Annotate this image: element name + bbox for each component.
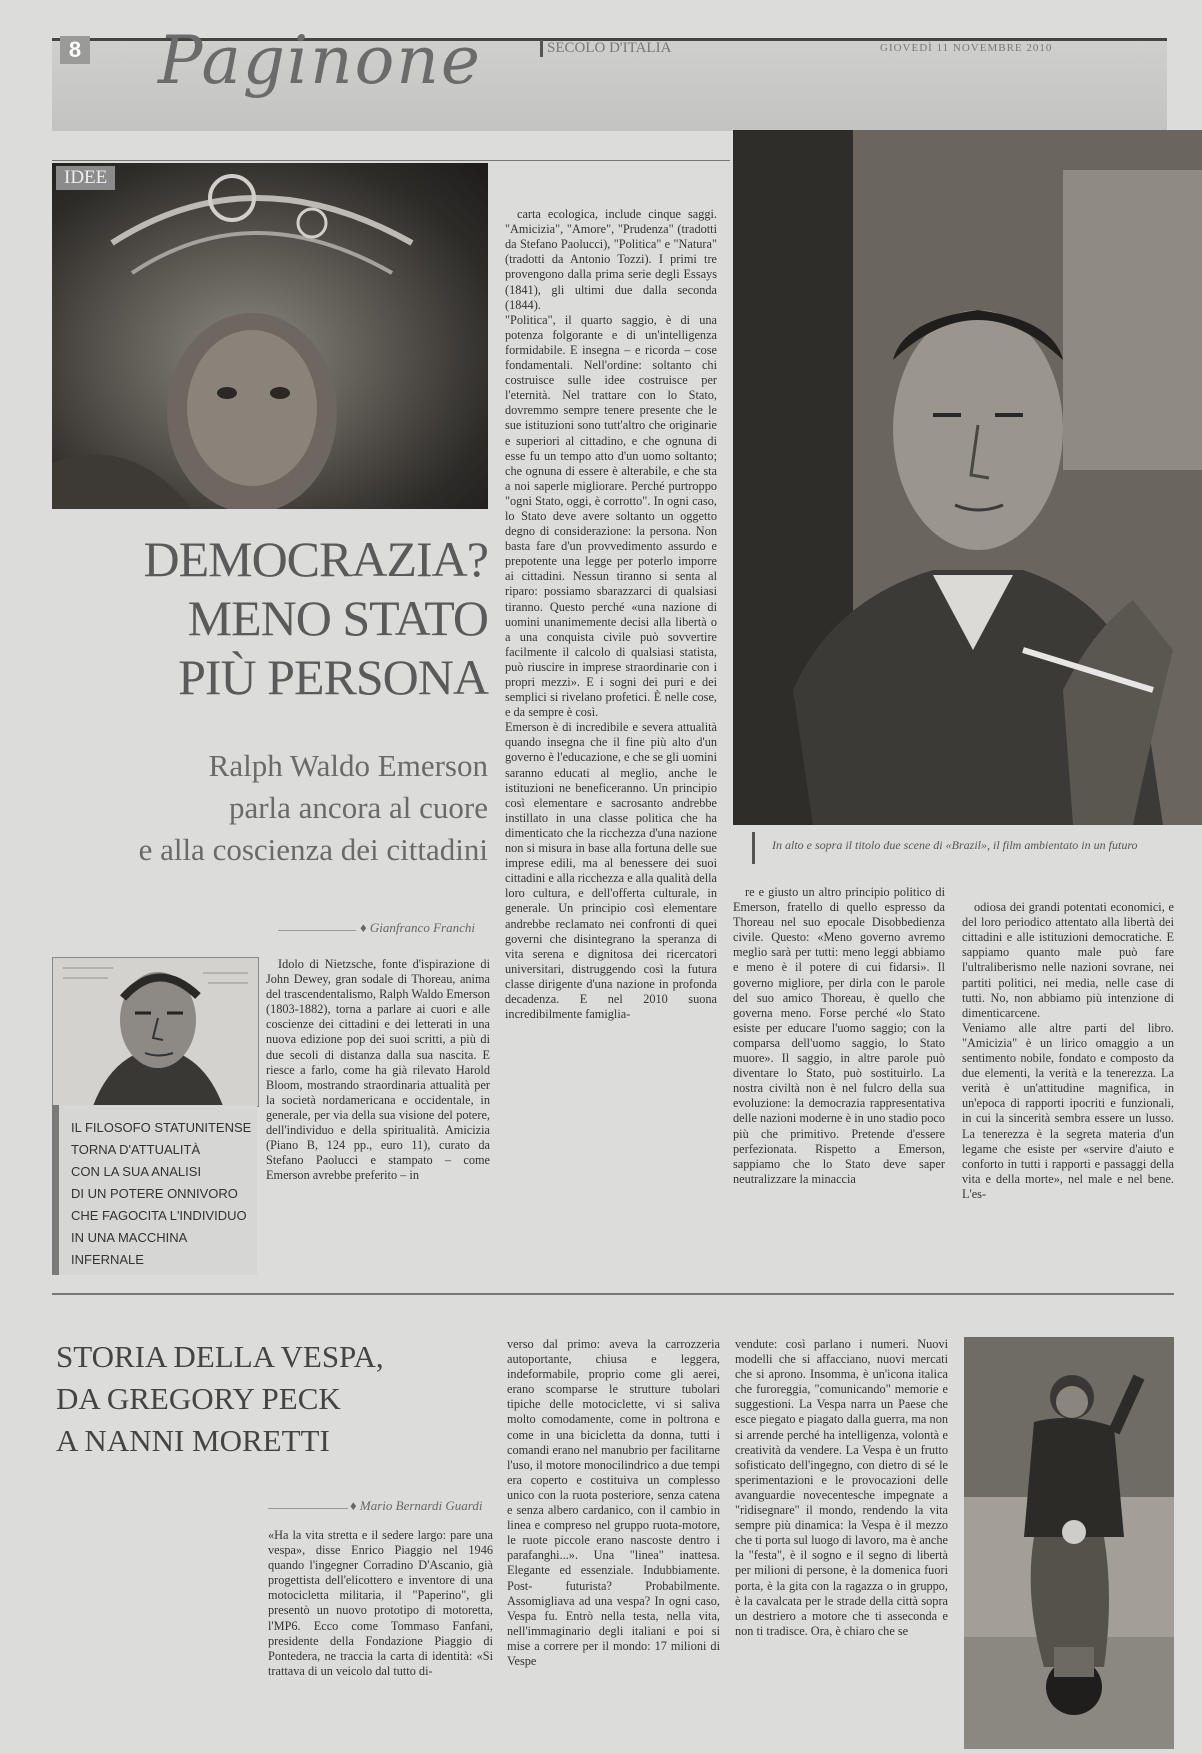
author: ♦ Gianfranco Franchi <box>360 920 475 935</box>
vespa-photo <box>964 1337 1174 1749</box>
pullquote <box>52 1105 257 1275</box>
article2-author-rule <box>268 1508 348 1509</box>
article2-column-2 <box>507 1337 720 1750</box>
article2-headline <box>56 1336 456 1462</box>
subtitle <box>52 745 488 871</box>
article1-col4-text: odiosa dei grandi potentati economici, e del loro periodico attentato alla libertà dei cittadini e alle istituzioni democratiche. E sappiamo quanto male può fare l'ultraliberismo nelle nazioni sovrane, nei partiti politici, nei media, nelle case di tutti. No, non abbiamo più intenzione di dimenticarcene. Veniamo alle altre parti del libro. "Amicizia" è un lirico omaggio a un sentimento nobile, fondato e composto da due elementi, la verità e la tenerezza. La verità è un'attitudine magnifica, in un'epoca di rapporti ipocriti e funzionali, in cui la sincerità sembra essere un lusso. La tenerezza è la segreta materia d'un legame che esiste per «servire d'aiuto e conforto in tutti i rapporti e passaggi della vita e della morte», nel male e nel bene. L'es- <box>962 900 1174 1201</box>
pullquote-line-2: TORNA D'ATTUALITÀ <box>71 1142 201 1157</box>
author-name: Gianfranco Franchi <box>369 920 475 935</box>
film-still-headgear <box>52 163 488 509</box>
vespa-rider-illustration <box>964 1337 1174 1749</box>
emerson-portrait <box>52 957 259 1107</box>
article2-col3-text: vendute: così parlano i numeri. Nuovi modelli che si affacciano, nuovi mercati che si aprono. Insomma, è un'icona italica che furoreggia, "comunicando" memorie e suggestioni. La Vespa narra un Paese che esce piegato e piagato dalla guerra, ma non si arrende perché ha intelligenza, volontà e creatività da vendere. La Vespa è un frutto sofisticato dell'ingegno, con dietro di sé le sperimentazioni e le provocazioni delle avanguardie novecentesche impegnate a "ridisegnare" il mondo, rendendo la vita sempre più dinamica: la Vespa è il mezzo che ti porta sul luogo di lavoro, ma è anche la "festa", è il sogno e il segno di libertà per milioni di persone, è la domenica fuori porta, è la gita con la ragazza o in gruppo, è la cavalcata per le strade della città sopra un destriero a motore che ti asseconda e non ti tradisce. Ora, è chiaro che se <box>735 1337 948 1638</box>
author-rule <box>278 930 356 931</box>
page-number: 8 <box>60 36 90 64</box>
category-label: IDEE <box>56 166 115 190</box>
article2-col2-text: verso dal primo: aveva la carrozzeria autoportante, chiusa e leggera, indeformabile, proprio come gli aerei, erano scomparse le strutture tubolari tipiche delle motociclette, vi si saliva molto comodamente, come in poltrona e come in una bicicletta da donna, tutti i comandi erano nel manubrio per facilitarne l'uso, il motore monocilindrico a due tempi era coperto e costituiva un complesso unico con la ruota posteriore, senza catena e senza albero cardanico, con il cambio in linea e compreso nel gruppo ruota-motore, le ruote piccole erano nascoste dentro i parafanghi...». Una "linea" inattesa. Elegante ed essenziale. Indubbiamente. Post- futurista? Probabilmente. Assomigliava ad una vespa? In ogni caso, Vespa fu. Entrò nella testa, nella vita, nell'immaginario degli italiani e poi si mise a correre per il mondo: 17 milioni di Vespe <box>507 1337 720 1668</box>
pullquote-line-6: IN UNA MACCHINA INFERNALE <box>71 1230 187 1267</box>
headline <box>52 530 488 707</box>
article2-author-name: Mario Bernardi Guardi <box>359 1498 483 1513</box>
pullquote-line-1: IL FILOSOFO STATUNITENSE <box>71 1120 252 1135</box>
article1-column-2 <box>505 192 717 1277</box>
headline-line-1: DEMOCRAZIA? <box>143 531 488 587</box>
emerson-engraving <box>53 958 258 1106</box>
article2-author: ♦ Mario Bernardi Guardi <box>350 1498 483 1513</box>
pullquote-line-3: CON LA SUA ANALISI <box>71 1164 202 1179</box>
article2-headline-line-2: DA GREGORY PECK <box>56 1381 341 1416</box>
headline-line-3: PIÙ PERSONA <box>178 649 488 705</box>
newspaper-name: SECOLO D'ITALIA <box>540 40 671 57</box>
headline-line-2: MENO STATO <box>187 590 488 646</box>
article-separator <box>52 1293 1174 1295</box>
film-still-headgear-illustration <box>52 163 488 509</box>
film-still-man-smoking <box>733 130 1202 825</box>
photo-caption: In alto e sopra il titolo due scene di «Brazil», il film ambientato in un futuro <box>772 838 1138 852</box>
article1-col2-text: carta ecologica, include cinque saggi. "Amicizia", "Amore", "Prudenza" (tradotti da Stefano Paolucci), "Politica" e "Natura" (tradotti da Antonio Tozzi). I primi tre provengono dalla prima serie degli Essays (1841), gli ultimi due dalla seconda (1844). "Politica", il quarto saggio, è di una potenza folgorante e di un'intelligenza formidabile. E insegna – e ricorda – cose fondamentali. Nell'ordine: soltanto chi costruisce sulle idee costruisce per l'eternità. Nel trattare con lo Stato, dovremmo sempre tenere presente che le sue istituzioni sono tutt'altro che originarie e superiori al cittadino, e che ognuna di esse fu un tempo atto d'un uomo soltanto; che ognuna di essere è alterabile, e che sta a noi saperle migliorare. Perché purtroppo "ogni Stato, oggi, è corrotto". In ogni caso, lo Stato deve avere soltanto un oggetto degno di considerazione: la persona. Non basta fare d'un provvedimento assurdo e prepotente una legge per poterlo imporre ai cittadini. Nessun tiranno si senta al riparo: possiamo sbarazzarci di qualsiasi tiranno. Questo perché «una nazione di uomini unanimemente decisi alla libertà o a una conquista civile può sovvertire facilmente il calcolo di qualsiasi statista, può riuscire in imprese straordinarie con i propri mezzi». E i sogni dei puri e dei semplici si rivelano profetici. È nelle cose, e da sempre è così. Emerson è di incredibile e severa attualità quando insegna che il fine più alto d'un governo è l'educazione, e che se gli uomini saranno educati al meglio, anche le istituzioni ne beneficeranno. Un principio così elementare e sacrosanto andrebbe instillato in una classe politica che ha dimenticato che la ricchezza d'una nazione non si misura in base alla fortuna delle sue imprese edili, ma al benessere dei suoi cittadini e alla ricchezza e alla qualità della loro cultura, e dell'offerta culturale, in generale. Un principio così elementare andrebbe reclamato nei confronti di quei governi che disintegrano la speranza di vita serena e dignitosa dei ricercatori universitari, distruggendo così la futura classe dirigente d'una nazione in profonda decadenza. E nel 2010 suona incredibilmente famiglia- <box>505 207 717 1022</box>
article2-headline-line-3: A NANNI MORETTI <box>56 1423 330 1458</box>
subtitle-line-3: e alla coscienza dei cittadini <box>138 832 488 867</box>
pullquote-line-5: CHE FAGOCITA L'INDIVIDUO <box>71 1208 247 1223</box>
subtitle-line-2: parla ancora al cuore <box>228 790 488 825</box>
article1-col3-text: re e giusto un altro principio politico di Emerson, fratello di quello espresso da Thoreau nel suo epocale Disobbedienza civile. Questo: «Meno governo avremo meglio sarà per tutti: meno leggi abbiamo e meno è il potere di cui fidarsi». Il governo migliore, per dirla con le parole del suo amico Thoreau, è quello che governa meno. Forse perché «lo Stato esiste per educare l'uomo saggio; con la comparsa dell'uomo saggio, lo Stato muore». Il saggio, in altre parole può diventare lo Stato, può sostituirlo. La nostra civiltà non è nel fulcro della sua evoluzione: la democrazia rappresentativa delle nazioni moderne è in uno stadio poco più che primitivo. Pretende d'essere perfezionata. Rispetto a Emerson, sappiamo che lo Stato deve saper neutralizzare la minaccia <box>733 885 945 1186</box>
article2-col1-text: «Ha la vita stretta e il sedere largo: pare una vespa», disse Enrico Piaggio nel 1946 quando l'ingegner Corradino D'Ascanio, già progettista dell'elicottero e inventore di una motocicletta militaria, il "Paperino", gli presentò un nuovo prototipo di motoretta, l'MP6. Ecco come Tommaso Fanfani, presidente della Fondazione Piaggio di Pontedera, ne traccia la carta di identità: «Si trattava di un veicolo dal tutto di- <box>268 1528 493 1678</box>
rule <box>52 160 730 161</box>
article1-column-4 <box>962 885 1174 1277</box>
article2-headline-line-1: STORIA DELLA VESPA, <box>56 1339 384 1374</box>
article1-col1-text: Idolo di Nietzsche, fonte d'ispirazione di John Dewey, gran sodale di Thoreau, anima del trascendentalismo, Ralph Waldo Emerson (1803-1882), torna a parlare ai cuori e alle coscienze dei cittadini e dei letterati in una nuova edizione pop dei suoi scritti, a più di due secoli di distanza dalla sua nascita. E riesce a farlo, come ha già rilevato Harold Bloom, mostrando straordinaria attualità per la società nordamericana e occidentale, in generale, per via della sua visione del potere, dell'individuo e della spiritualità. Amicizia (Piano B, 124 pp., euro 11), curato da Stefano Paolucci e stampato – come Emerson avrebbe preferito – in <box>266 957 490 1183</box>
pullquote-line-4: DI UN POTERE ONNIVORO <box>71 1186 238 1201</box>
section-title: Paginone <box>158 22 482 99</box>
subtitle-line-1: Ralph Waldo Emerson <box>208 748 488 783</box>
photo-caption-bar <box>752 832 755 864</box>
issue-date: GIOVEDÌ 11 NOVEMBRE 2010 <box>880 42 1053 54</box>
film-still-man-illustration <box>733 130 1202 825</box>
article2-column-1 <box>268 1528 493 1750</box>
article1-column-1 <box>266 957 490 1277</box>
article1-column-3 <box>733 885 945 1277</box>
article2-column-3 <box>735 1337 948 1750</box>
